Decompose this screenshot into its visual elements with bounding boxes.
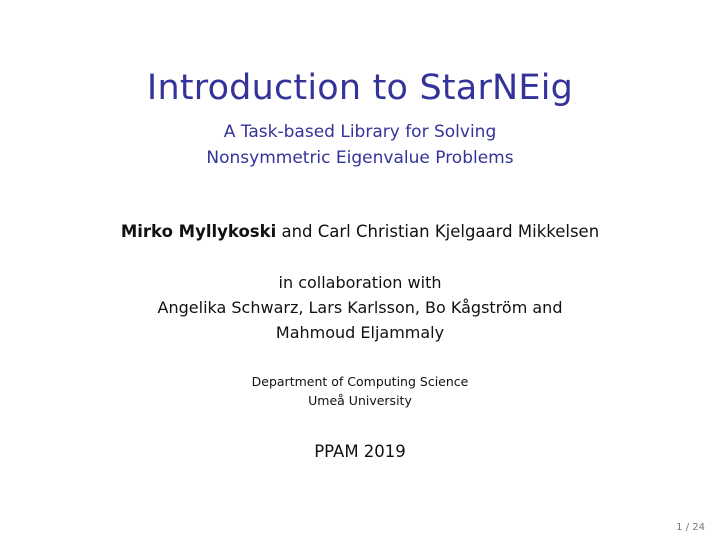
- collab-names-line-2: Mahmoud Eljammaly: [275, 323, 445, 342]
- co-author: and Carl Christian Kjelgaard Mikkelsen: [276, 222, 600, 241]
- slide-title: Introduction to StarNEig: [146, 68, 574, 108]
- collaborators: [0, 270, 720, 345]
- slide-subtitle: [0, 119, 720, 171]
- authors: [0, 220, 720, 244]
- institute: [0, 372, 720, 410]
- subtitle-line-1: A Task-based Library for Solving: [223, 122, 497, 142]
- presenter-name: Mirko Myllykoski: [120, 222, 277, 241]
- subtitle-line-2: Nonsymmetric Eigenvalue Problems: [206, 148, 514, 168]
- event-name: PPAM 2019: [314, 442, 406, 461]
- page-number: 1 / 24: [676, 522, 705, 533]
- collab-names-line-1: Angelika Schwarz, Lars Karlsson, Bo Kågström and: [157, 298, 563, 317]
- department: Department of Computing Science: [251, 374, 469, 389]
- university: Umeå University: [308, 393, 412, 408]
- collab-intro: in collaboration with: [278, 273, 442, 292]
